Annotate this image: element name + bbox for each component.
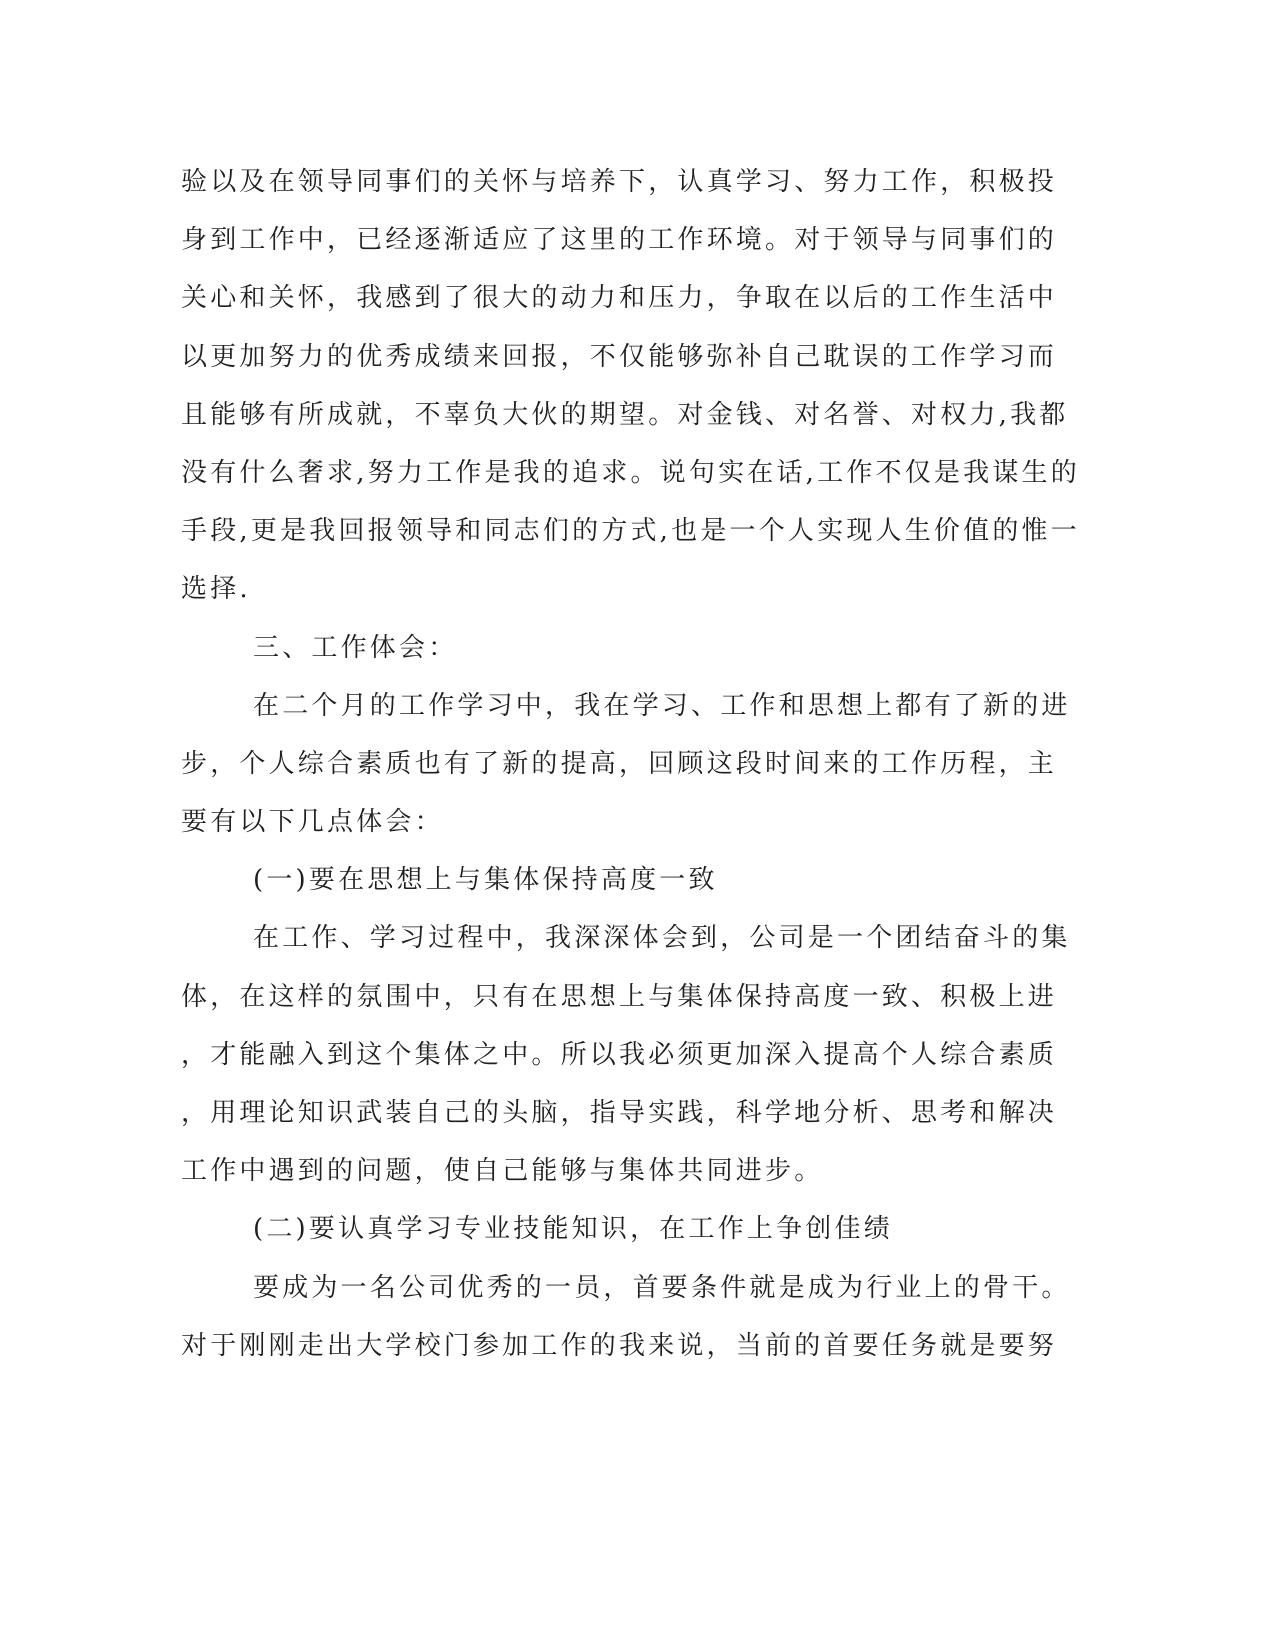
paragraph-line: 手段,更是我回报领导和同志们的方式,也是一个人实现人生价值的惟一 (181, 516, 1080, 547)
paragraph-line: 验以及在领导同事们的关怀与培养下，认真学习、努力工作，积极投 (181, 167, 1058, 197)
paragraph-line: ，用理论知识武装自己的头脑，指导实践，科学地分析、思考和解决 (181, 1098, 1058, 1128)
paragraph-line: 且能够有所成就，不辜负大伙的期望。对金钱、对名誉、对权力,我都 (181, 399, 1069, 430)
paragraph-line: 在工作、学习过程中，我深深体会到，公司是一个团结奋斗的集 (253, 923, 1071, 954)
section-heading: 三、工作体会： (253, 632, 458, 663)
document-body (181, 160, 1081, 1382)
paragraph-line: 以更加努力的优秀成绩来回报，不仅能够弥补自己耽误的工作学习而 (181, 341, 1058, 372)
paragraph-line: 要有以下几点体会： (181, 807, 444, 838)
paragraph-line: 步，个人综合素质也有了新的提高，回顾这段时间来的工作历程，主 (181, 748, 1058, 779)
paragraph-line: 身到工作中，已经逐渐适应了这里的工作环境。对于领导与同事们的 (181, 225, 1058, 256)
paragraph-line: ，才能融入到这个集体之中。所以我必须更加深入提高个人综合素质 (181, 1039, 1058, 1070)
paragraph-line: 没有什么奢求,努力工作是我的追求。说句实在话,工作不仅是我谋生的 (181, 457, 1080, 488)
paragraph-line: 体，在这样的氛围中，只有在思想上与集体保持高度一致、积极上进 (181, 981, 1058, 1012)
paragraph-line: 在二个月的工作学习中，我在学习、工作和思想上都有了新的进 (253, 690, 1071, 721)
subsection-heading: (二)要认真学习专业技能知识，在工作上争创佳绩 (253, 1214, 893, 1245)
paragraph-line: 工作中遇到的问题，使自己能够与集体共同进步。 (181, 1156, 824, 1187)
paragraph-line: 要成为一名公司优秀的一员，首要条件就是成为行业上的骨干。 (253, 1272, 1071, 1303)
paragraph-line: 关心和关怀，我感到了很大的动力和压力，争取在以后的工作生活中 (181, 283, 1058, 314)
paragraph-line: 对于刚刚走出大学校门参加工作的我来说，当前的首要任务就是要努 (181, 1330, 1058, 1361)
subsection-heading: (一)要在思想上与集体保持高度一致 (253, 865, 718, 896)
paragraph-line: 选择. (181, 574, 251, 605)
